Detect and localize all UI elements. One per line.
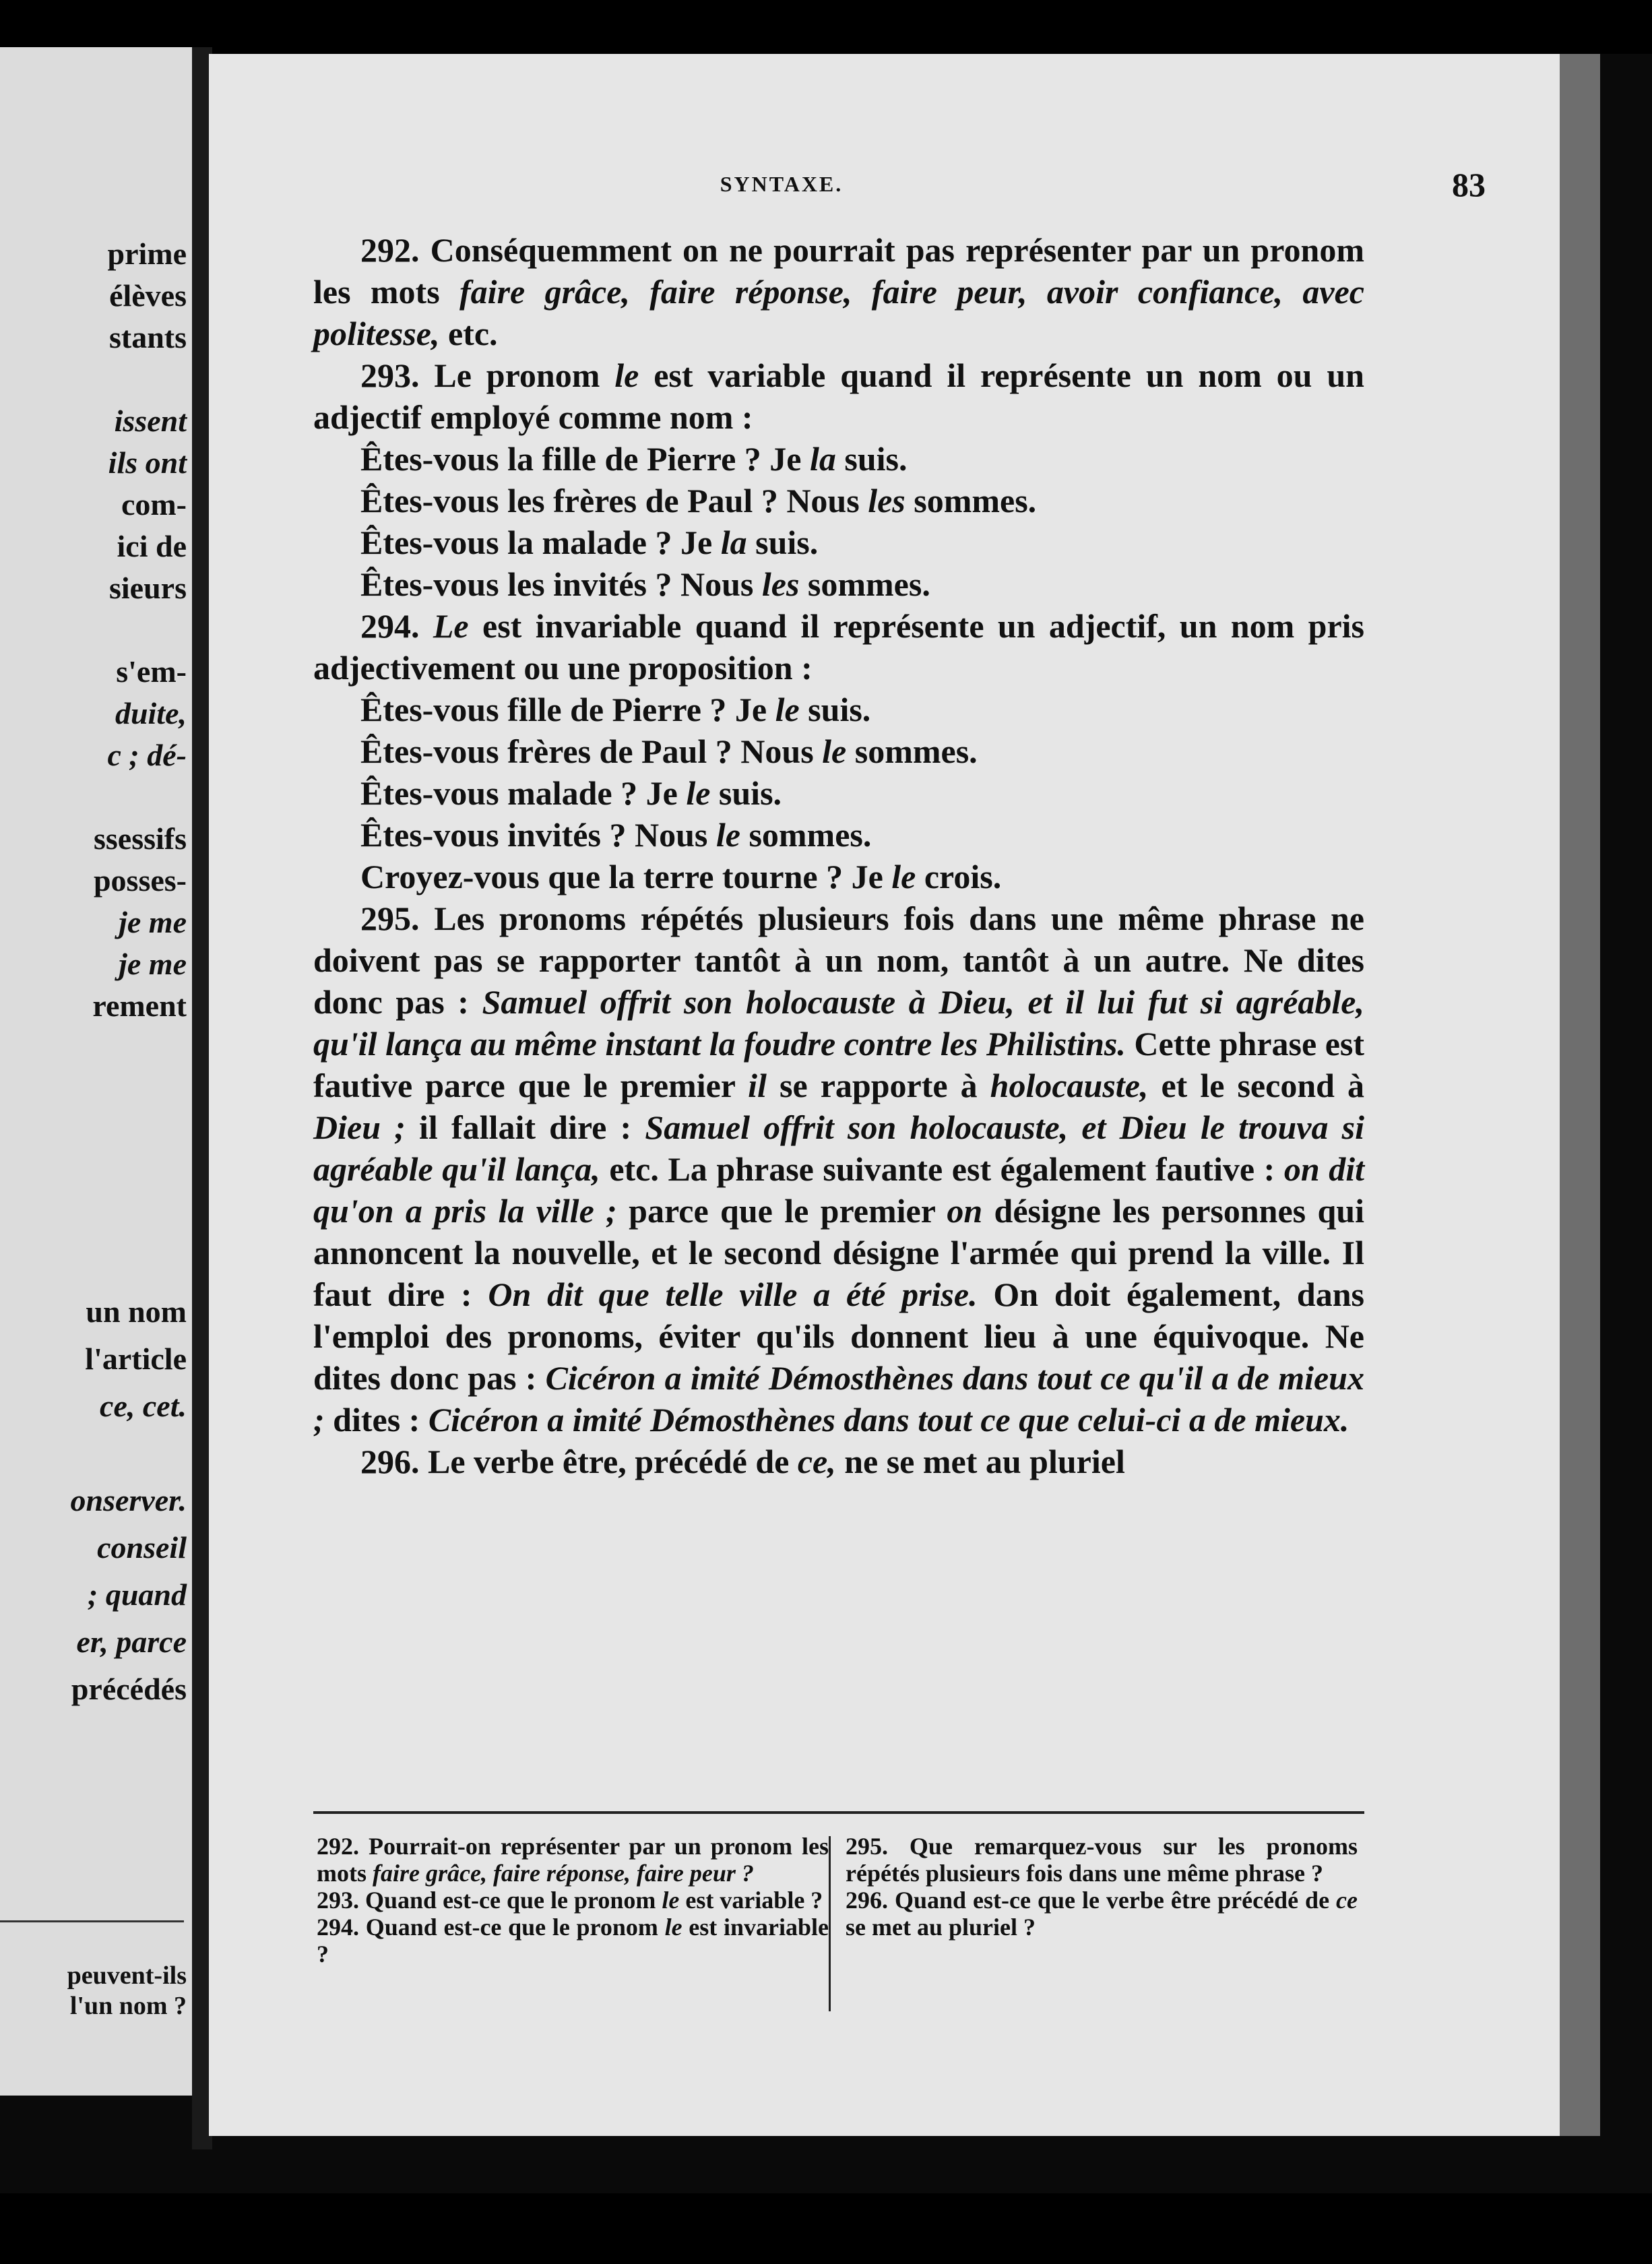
left-page-line: posses-: [93, 863, 187, 898]
book-page: [209, 54, 1560, 2136]
left-page-line: stants: [108, 320, 187, 354]
text-run: etc.: [439, 315, 498, 352]
text-run: Êtes-vous la malade ? Je: [360, 524, 721, 561]
italic-run: les: [868, 482, 906, 520]
italic-run: ce: [1336, 1887, 1358, 1914]
italic-run: le: [822, 732, 847, 770]
text-run: Quand est-ce que le pronom: [359, 1887, 662, 1914]
left-page-line: précédés: [71, 1672, 187, 1706]
text-run: Cette phrase est fautive parce que le premier: [313, 1025, 1364, 1104]
text-run: Êtes-vous frères de Paul ? Nous: [360, 732, 823, 770]
text-run: Êtes-vous les invités ? Nous: [360, 565, 762, 603]
italic-run: faire grâce, faire réponse, faire peur ?: [373, 1860, 754, 1887]
text-run: est variable ?: [679, 1887, 823, 1914]
text-run: se met au pluriel ?: [846, 1914, 1036, 1941]
text-run: Êtes-vous fille de Pierre ? Je: [360, 691, 775, 728]
footnote-column-right: [846, 1833, 1358, 1941]
italic-run: la: [720, 524, 747, 561]
text-run: Êtes-vous les frères de Paul ? Nous: [360, 482, 868, 520]
text-run: Êtes-vous invités ? Nous: [360, 816, 716, 854]
footnote-number: 295.: [846, 1833, 888, 1860]
italic-run: le: [614, 356, 639, 394]
italic-run: Cicéron a imité Démosthènes dans tout ce qu'il a de mieux ;: [313, 1359, 1364, 1439]
footnote-column-left: [317, 1833, 829, 1968]
paragraph-293: [313, 354, 1364, 438]
left-page-line: conseil: [97, 1530, 187, 1565]
paragraph-number: 295.: [360, 900, 420, 937]
text-run: On doit également, dans l'emploi des pronoms, éviter qu'ils donnent lieu à une équivoque. Ne dites donc pas :: [313, 1276, 1364, 1397]
footnote-number: 294.: [317, 1914, 359, 1941]
text-run: etc. La phrase suivante est également fautive :: [600, 1150, 1284, 1188]
italic-run: on dit qu'on a pris la ville ;: [313, 1150, 1364, 1230]
left-page-line: élèves: [109, 278, 187, 313]
italic-run: Samuel offrit son holocauste, et Dieu le trouva si agréable qu'il lança,: [313, 1108, 1365, 1188]
paragraph-294: [313, 605, 1364, 689]
text-run: crois.: [916, 858, 1002, 895]
text-run: suis.: [746, 524, 819, 561]
text-run: Quand est-ce que le verbe être précédé de: [888, 1887, 1337, 1914]
text-run: il fallait dire :: [405, 1108, 645, 1146]
italic-run: ce,: [797, 1443, 836, 1480]
text-run: Les pronoms répétés plusieurs fois dans une même phrase ne doivent pas se rapporter tantôt à un nom, tantôt à un autre. Ne dites donc pas :: [313, 900, 1364, 1021]
text-run: Êtes-vous la fille de Pierre ? Je: [360, 440, 810, 478]
running-head: SYNTAXE.: [720, 172, 844, 196]
paragraph-number: 292.: [360, 231, 420, 269]
left-page-line: ce, cet.: [100, 1389, 187, 1423]
italic-run: Cicéron a imité Démosthènes dans tout ce que celui-ci a de mieux.: [428, 1401, 1349, 1439]
text-run: suis.: [835, 440, 908, 478]
italic-run: On dit que telle ville a été prise.: [488, 1276, 978, 1313]
text-run: suis.: [799, 691, 871, 728]
italic-run: holocauste,: [990, 1067, 1149, 1104]
italic-run: Samuel offrit son holocauste à Dieu, et il lui fut si agréable, qu'il lança au même instant la foudre contre les Philistins.: [313, 983, 1364, 1063]
footnote-295: [846, 1833, 1358, 1887]
italic-run: le: [716, 816, 740, 854]
left-page-line: ils ont: [108, 445, 187, 480]
text-run: se rapporte à: [766, 1067, 990, 1104]
left-page-line: prime: [107, 237, 187, 271]
left-page-footnote-rule: [0, 1920, 184, 1922]
text-run: est invariable ?: [317, 1914, 829, 1968]
text-run: ne se met au pluriel: [835, 1443, 1125, 1480]
footnote-294: [317, 1914, 829, 1968]
footnote-column-divider: [829, 1836, 831, 2011]
example-line: [313, 438, 1364, 480]
text-run: sommes.: [799, 565, 930, 603]
left-page-line: s'em-: [116, 654, 187, 689]
left-page-line: je me: [119, 947, 187, 981]
left-page-line: duite,: [115, 696, 187, 730]
left-page-line: rement: [92, 988, 187, 1023]
italic-run: les: [761, 565, 800, 603]
italic-run: le: [891, 858, 916, 895]
left-page-line: com-: [121, 487, 187, 522]
example-line: [313, 689, 1364, 730]
example-line: [313, 814, 1364, 856]
footnote-292: [317, 1833, 829, 1887]
text-run: est variable quand il représente un nom ou un adjectif employé comme nom :: [313, 356, 1364, 436]
text-run: et le second à: [1148, 1067, 1364, 1104]
left-page-line: un nom: [86, 1294, 187, 1329]
text-run: parce que le premier: [616, 1192, 947, 1230]
italic-run: il: [748, 1067, 767, 1104]
footnote-293: [317, 1887, 829, 1914]
example-line: [313, 730, 1364, 772]
text-run: Pourrait-on représenter par un pronom les mots: [317, 1833, 829, 1887]
italic-run: on: [947, 1192, 983, 1230]
italic-run: Dieu ;: [313, 1108, 406, 1146]
text-run: Quand est-ce que le pronom: [359, 1914, 665, 1941]
text-run: sommes.: [740, 816, 872, 854]
paragraph-number: 296.: [360, 1443, 420, 1480]
text-run: Que remarquez-vous sur les pronoms répétés plusieurs fois dans une même phrase ?: [846, 1833, 1358, 1887]
text-run: est invariable quand il représente un adjectif, un nom pris adjectivement ou une proposition :: [313, 607, 1364, 687]
left-page-line: sieurs: [109, 571, 187, 605]
text-run: Le verbe être, précédé de: [419, 1443, 798, 1480]
paragraph-295: [313, 898, 1364, 1441]
italic-run: Le: [433, 607, 469, 645]
paragraph-292: [313, 229, 1364, 354]
paragraph-number: 294.: [360, 607, 420, 645]
left-footnote-line: peuvent-ils: [67, 1961, 187, 1990]
left-page-line: onserver.: [70, 1483, 187, 1517]
film-border-bottom: [0, 2193, 1652, 2264]
left-facing-page: [0, 47, 192, 2096]
left-page-line: ssessifs: [93, 821, 187, 856]
left-page-line: issent: [114, 404, 187, 438]
italic-run: le: [664, 1914, 682, 1941]
paragraph-296: [313, 1441, 1364, 1482]
left-page-line: ; quand: [88, 1577, 187, 1612]
example-line: [313, 522, 1364, 563]
italic-run: faire grâce, faire réponse, faire peur, avoir confiance, avec politesse,: [313, 273, 1364, 352]
example-line: [313, 856, 1364, 898]
footnote-296: [846, 1887, 1358, 1941]
footnote-number: 292.: [317, 1833, 359, 1860]
text-run: suis.: [710, 774, 782, 812]
italic-run: le: [775, 691, 800, 728]
left-page-line: er, parce: [76, 1625, 187, 1659]
text-run: désigne les personnes qui annoncent la nouvelle, et le second désigne l'armée qui prend la ville. Il faut dire :: [313, 1192, 1364, 1313]
left-page-line: ici de: [117, 529, 187, 563]
examples-293: [313, 438, 1364, 605]
page-edge: [1560, 54, 1600, 2136]
paragraph-number: 293.: [360, 356, 420, 394]
text-run: Le pronom: [419, 356, 615, 394]
text-run: Conséquemment on ne pourrait pas représenter par un pronom les mots: [313, 231, 1364, 311]
text-run: Êtes-vous malade ? Je: [360, 774, 687, 812]
italic-run: le: [662, 1887, 680, 1914]
footnote-number: 296.: [846, 1887, 888, 1914]
main-text: [313, 229, 1364, 1482]
italic-run: la: [809, 440, 836, 478]
footnote-number: 293.: [317, 1887, 359, 1914]
text-run: dites :: [324, 1401, 428, 1439]
footnote-rule: [313, 1811, 1364, 1814]
italic-run: le: [686, 774, 711, 812]
left-footnote-line: l'un nom ?: [69, 1992, 187, 2020]
example-line: [313, 772, 1364, 814]
left-page-line: c ; dé-: [107, 738, 187, 772]
text-run: sommes.: [905, 482, 1037, 520]
film-border-top: [0, 0, 1652, 54]
page-number: 83: [1452, 166, 1486, 203]
text-run: sommes.: [846, 732, 978, 770]
left-page-line: je me: [119, 905, 187, 939]
text-run: Croyez-vous que la terre tourne ? Je: [360, 858, 892, 895]
left-page-line: l'article: [85, 1342, 187, 1376]
example-line: [313, 480, 1364, 522]
example-line: [313, 563, 1364, 605]
examples-294: [313, 689, 1364, 898]
